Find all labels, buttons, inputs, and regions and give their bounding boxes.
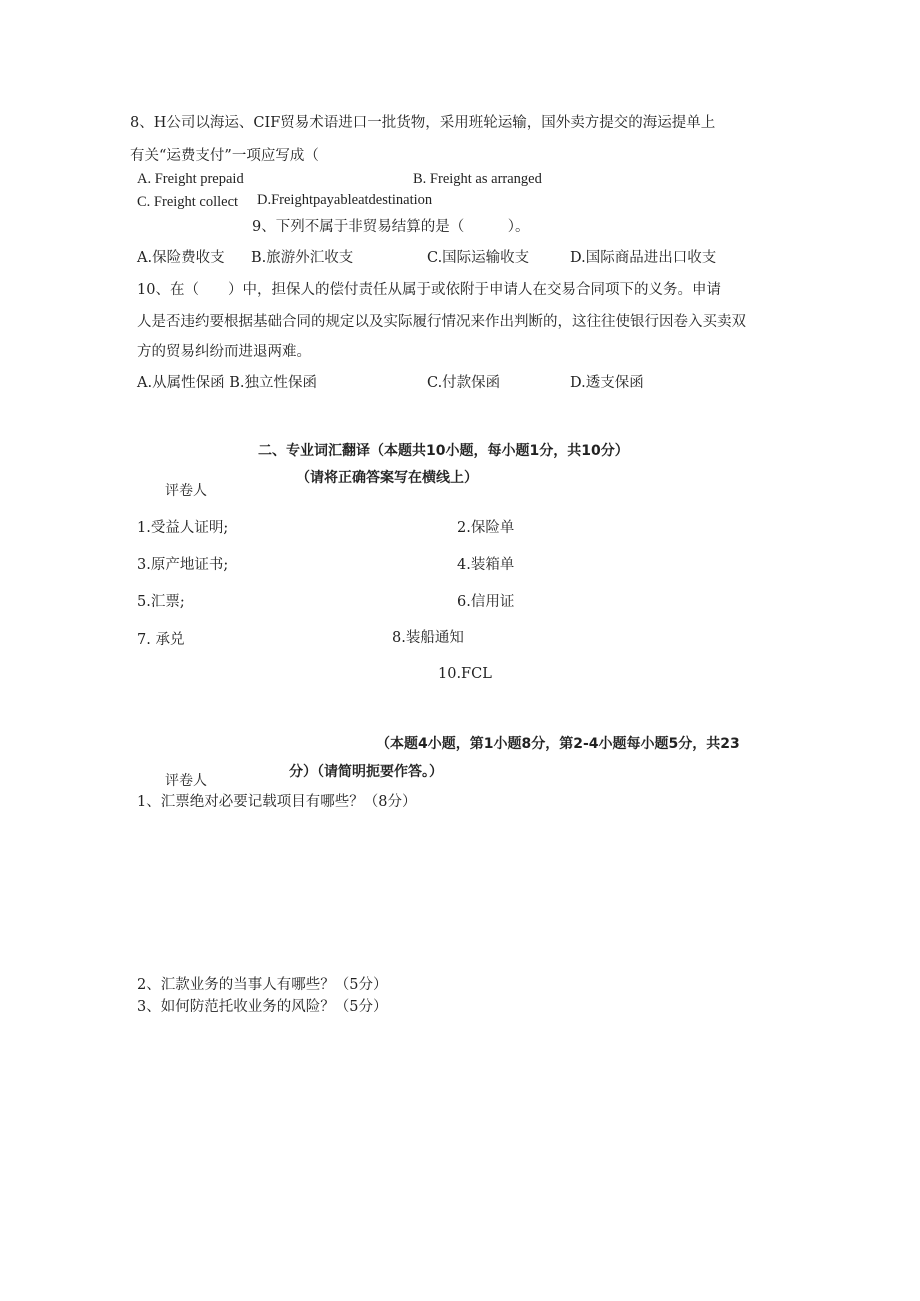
q8-stem-line1: 8、H公司以海运、CIF贸易术语进口一批货物，采用班轮运输，国外卖方提交的海运提单上 bbox=[130, 115, 716, 131]
q9-option-d: D.国际商品进出口收支 bbox=[570, 250, 717, 266]
short-answer-q1: 1、汇票绝对必要记载项目有哪些？（8分） bbox=[137, 794, 417, 810]
q10-option-d: D.透支保函 bbox=[570, 375, 644, 391]
q9-stem: 9、下列不属于非贸易结算的是（ ）。 bbox=[252, 219, 530, 235]
short-answer-q3: 3、如何防范托收业务的风险？（5分） bbox=[137, 999, 388, 1015]
section2-grader-label: 评卷人 bbox=[165, 483, 207, 499]
section3-grader-label: 评卷人 bbox=[165, 773, 207, 789]
q8-option-a: A. Freight prepaid bbox=[137, 171, 244, 187]
vocab-item-5: 5.汇票; bbox=[137, 594, 185, 610]
section3-header-line2: 分）（请简明扼要作答。） bbox=[289, 764, 443, 780]
q8-stem-line2: 有关“运费支付”一项应写成（ bbox=[130, 148, 319, 164]
vocab-item-4: 4.装箱单 bbox=[457, 557, 515, 573]
q10-stem-line3: 方的贸易纠纷而进退两难。 bbox=[137, 344, 311, 360]
vocab-item-1: 1.受益人证明; bbox=[137, 520, 229, 536]
q9-option-a: A.保险费收支 bbox=[137, 250, 225, 266]
q10-option-c: C.付款保函 bbox=[427, 375, 501, 391]
q8-option-b: B. Freight as arranged bbox=[413, 171, 542, 187]
vocab-item-2: 2.保险单 bbox=[457, 520, 515, 536]
q9-option-b: B.旅游外汇收支 bbox=[251, 250, 354, 266]
short-answer-q2: 2、汇款业务的当事人有哪些？（5分） bbox=[137, 977, 388, 993]
q10-stem-line1: 10、在（ ）中，担保人的偿付责任从属于或依附于申请人在交易合同项下的义务。申请 bbox=[137, 282, 721, 298]
q8-option-c: C. Freight collect bbox=[137, 194, 239, 210]
vocab-item-10: 10.FCL bbox=[438, 666, 492, 682]
q8-option-d: D.Freightpayableatdestination bbox=[257, 192, 433, 208]
section2-title: 二、专业词汇翻译（本题共10小题，每小题1分，共10分） bbox=[258, 443, 629, 459]
vocab-item-8: 8.装船通知 bbox=[392, 630, 464, 646]
q10-stem-line2: 人是否违约要根据基础合同的规定以及实际履行情况来作出判断的，这往往使银行因卷入买卖双 bbox=[137, 314, 746, 330]
q9-option-c: C.国际运输收支 bbox=[427, 250, 530, 266]
vocab-item-3: 3.原产地证书; bbox=[137, 557, 229, 573]
section3-header-line1: （本题4小题，第1小题8分，第2-4小题每小题5分，共23 bbox=[376, 736, 740, 752]
vocab-item-6: 6.信用证 bbox=[457, 594, 515, 610]
vocab-item-7: 7. 承兑 bbox=[137, 632, 185, 648]
q10-option-ab: A.从属性保函 B.独立性保函 bbox=[137, 375, 317, 391]
section2-subtitle: （请将正确答案写在横线上） bbox=[296, 470, 478, 486]
